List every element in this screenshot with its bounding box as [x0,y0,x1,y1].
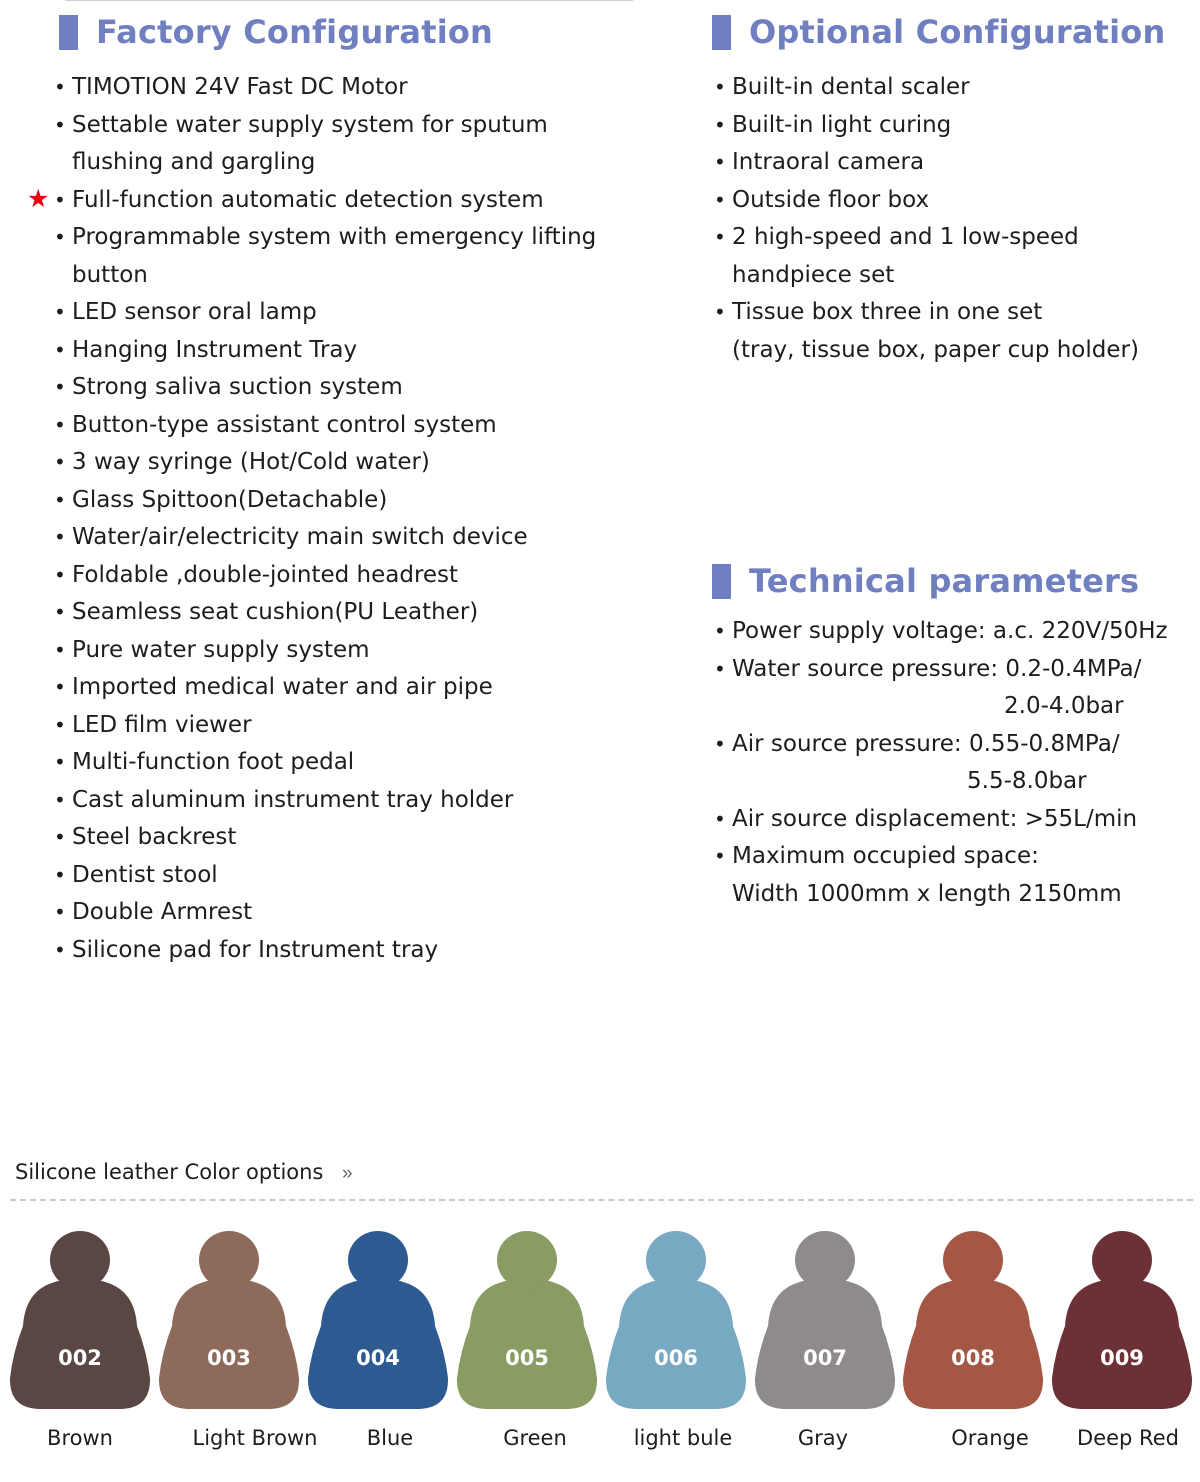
chair-silhouette-icon [158,1228,300,1410]
list-item-text: 3 way syringe (Hot/Cold water) [72,449,430,475]
color-options-title: Silicone leather Color options [15,1160,324,1184]
heading-bar-icon [712,15,731,50]
bullet-icon: • [54,900,66,924]
list-item-text: LED sensor oral lamp [72,299,317,325]
list-item-text: handpiece set [732,261,895,288]
heading-bar-icon [59,15,78,50]
list-item-text: TIMOTION 24V Fast DC Motor [72,74,408,100]
list-item-text: 2 high-speed and 1 low-speed [732,224,1079,250]
list-item-text: Programmable system with emergency lifting [72,224,597,250]
bullet-icon: • [54,450,66,474]
bullet-icon: • [54,637,66,662]
color-name: Green [503,1426,567,1450]
list-item-text: flushing and gargling [72,149,316,175]
color-code: 005 [505,1346,549,1370]
bullet-icon: • [714,187,726,212]
star-icon: ★ [27,185,50,213]
color-name: Brown [47,1426,113,1450]
chair-silhouette-icon [456,1228,598,1410]
list-item [54,407,596,445]
list-item-text: Intraoral camera [732,149,925,175]
optional-list [714,69,1139,369]
list-item-text: Button-type assistant control system [72,411,497,438]
list-item-text: Built-in light curing [732,111,952,138]
list-item-text: Hanging Instrument Tray [72,336,358,363]
bullet-icon: • [714,656,726,681]
color-swatch-004[interactable] [307,1228,449,1410]
list-item-text: Width 1000mm x length 2150mm [732,880,1122,907]
bullet-icon: • [54,525,66,549]
bullet-icon: • [714,844,726,868]
list-item [54,219,596,294]
bullet-icon: • [54,337,66,362]
chair-silhouette-icon [754,1228,896,1410]
bullet-icon: • [54,75,66,99]
bullet-icon: • [714,300,726,324]
bullet-icon: • [54,712,66,737]
color-swatch-006[interactable] [605,1228,747,1410]
list-item-text: Cast aluminum instrument tray holder [72,786,514,813]
list-item-text: Silicone pad for Instrument tray [72,936,439,963]
list-item-text: Full-function automatic detection system [72,186,544,213]
list-item [714,801,1168,839]
double-chevron-icon[interactable]: » [342,1163,353,1184]
bullet-icon: • [714,619,726,643]
list-item [54,369,596,407]
list-item-text: Pure water supply system [72,636,370,663]
list-item-text: Water source pressure: 0.2-0.4MPa/ [732,655,1142,682]
optional-heading [712,12,1165,52]
optional-title: Optional Configuration [749,13,1166,51]
bullet-icon: • [54,487,66,512]
bullet-icon: • [54,675,66,699]
list-item [54,819,596,857]
list-item-text: Settable water supply system for sputum [72,111,548,138]
list-item-text: Glass Spittoon(Detachable) [72,486,388,513]
list-item [54,894,596,932]
color-code: 006 [654,1346,698,1370]
list-item-text: Dentist stool [72,861,218,888]
color-code: 003 [207,1346,251,1370]
list-item-text: Built-in dental scaler [732,74,970,100]
bullet-icon: • [714,150,726,174]
color-name: Deep Red [1077,1426,1179,1450]
color-code: 002 [58,1346,102,1370]
list-item [54,744,596,782]
color-code: 007 [803,1346,847,1370]
chair-silhouette-icon [9,1228,151,1410]
factory-heading [59,12,493,52]
color-name: light bule [633,1426,733,1450]
bullet-icon: • [54,225,66,249]
list-item-text: Tissue box three in one set [732,299,1043,325]
chair-silhouette-icon [307,1228,449,1410]
factory-title: Factory Configuration [96,13,494,51]
list-item-text: LED film viewer [72,711,252,738]
bullet-icon: • [54,300,66,324]
color-swatch-007[interactable] [754,1228,896,1410]
list-item [714,107,1139,145]
list-item [714,219,1139,294]
color-code: 009 [1100,1346,1144,1370]
bullet-icon: • [714,731,726,756]
factory-list [54,69,596,969]
list-item-text: 2.0-4.0bar [1004,693,1124,719]
color-swatch-002[interactable] [9,1228,151,1410]
list-item [54,782,596,820]
color-code: 004 [356,1346,400,1370]
chair-silhouette-icon [605,1228,747,1410]
list-item [54,519,596,557]
bullet-icon: • [54,112,66,137]
list-item-text: (tray, tissue box, paper cup holder) [732,336,1139,363]
bullet-icon: • [54,787,66,812]
bullet-icon: • [54,825,66,849]
list-item [714,182,1139,220]
list-item-text: Multi-function foot pedal [72,749,355,775]
list-item [54,107,596,182]
list-item-text: Double Armrest [72,899,253,925]
list-item [54,557,596,595]
list-item-text: Steel backrest [72,824,237,850]
bullet-icon: • [54,375,66,399]
bullet-icon: • [714,112,726,137]
chair-silhouette-icon [902,1228,1044,1410]
list-item-text: 5.5-8.0bar [967,768,1087,794]
list-item-text: Air source pressure: 0.55-0.8MPa/ [732,730,1120,757]
bullet-icon: • [54,412,66,437]
list-item [54,444,596,482]
color-swatch-009[interactable] [1051,1228,1193,1410]
list-item [54,632,596,670]
list-item [54,707,596,745]
color-name: Orange [951,1426,1029,1450]
bullet-icon: • [54,937,66,962]
color-swatch-005[interactable] [456,1228,598,1410]
color-swatch-008[interactable] [902,1228,1044,1410]
list-item [714,651,1168,726]
list-item [54,857,596,895]
list-item-text: Water/air/electricity main switch device [72,524,528,550]
list-item-text: Outside floor box [732,186,930,213]
heading-bar-icon [712,564,731,599]
list-item [714,838,1168,913]
color-swatch-003[interactable] [158,1228,300,1410]
list-item-text: button [72,261,148,288]
list-item [54,482,596,520]
bullet-icon: • [54,187,66,212]
list-item-text: Seamless seat cushion(PU Leather) [72,599,479,625]
technical-title: Technical parameters [749,562,1140,600]
color-name: Blue [366,1426,414,1450]
list-item-text: Strong saliva suction system [72,374,403,400]
list-item [54,594,596,632]
list-item [714,144,1139,182]
list-item [714,294,1139,369]
technical-heading [712,561,1139,601]
bullet-icon: • [54,750,66,774]
list-item [54,294,596,332]
bullet-icon: • [54,562,66,587]
chair-silhouette-icon [1051,1228,1193,1410]
list-item [54,332,596,370]
technical-list [714,613,1168,913]
top-divider [65,0,633,1]
list-item [54,182,596,220]
dashed-divider [10,1199,1193,1201]
bullet-icon: • [54,862,66,887]
list-item [54,669,596,707]
list-item [714,726,1168,801]
color-name: Gray [797,1426,849,1450]
bullet-icon: • [714,75,726,99]
bullet-icon: • [714,806,726,831]
color-code: 008 [951,1346,995,1370]
list-item [714,69,1139,107]
list-item-text: Imported medical water and air pipe [72,674,493,700]
list-item [54,69,596,107]
list-item [54,932,596,970]
list-item-text: Power supply voltage: a.c. 220V/50Hz [732,618,1168,644]
list-item-text: Air source displacement: >55L/min [732,805,1138,832]
list-item-text: Foldable ,double-jointed headrest [72,561,459,588]
bullet-icon: • [54,600,66,624]
list-item [714,613,1168,651]
list-item-text: Maximum occupied space: [732,843,1039,869]
color-name: Light Brown [192,1426,318,1450]
bullet-icon: • [714,225,726,249]
